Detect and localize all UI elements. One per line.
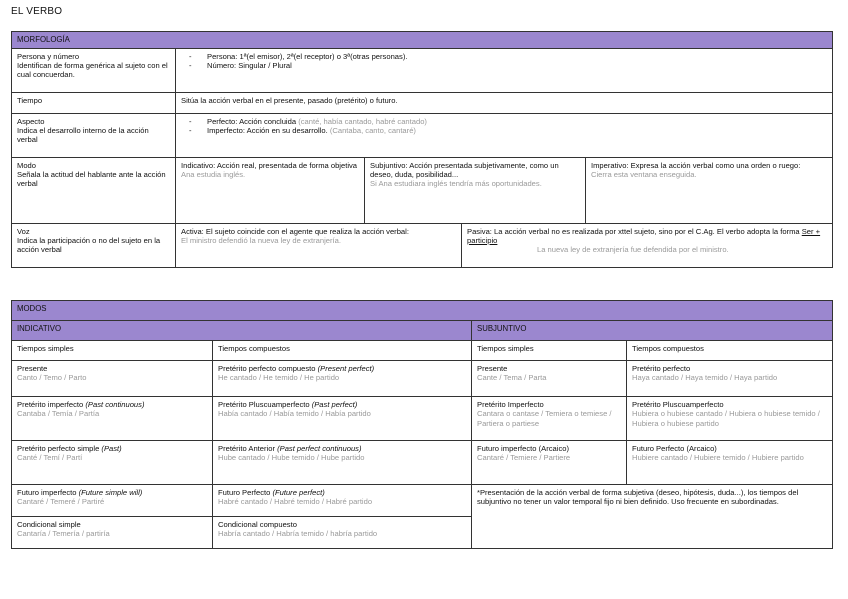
col-header: Tiempos compuestos [213, 341, 472, 361]
english-equivalent: (Past perfect continuous) [277, 444, 362, 453]
tense-name: Pretérito Pluscuamperfecto [632, 400, 724, 409]
example-text: Cantaría / Temería / partiría [17, 529, 110, 539]
row-label-title: Persona y número [17, 51, 80, 61]
english-equivalent: (Present perfect) [317, 364, 375, 373]
example-text: Ana estudia inglés. [181, 169, 246, 179]
tense-name: Pretérito perfecto simple [17, 444, 102, 453]
tense-cell [627, 397, 833, 441]
tense-name: Futuro imperfecto (Arcaico) [477, 444, 569, 453]
tense-name: Futuro imperfecto [17, 488, 79, 497]
example-text: (Cantaba, canto, cantaré) [327, 125, 416, 135]
example-text: Haya cantado / Haya temido / Haya partido [632, 373, 778, 383]
tiempo-label [12, 92, 176, 113]
tense-cell [627, 361, 833, 397]
tense-name: Condicional compuesto [218, 520, 297, 529]
tense-cell [12, 517, 213, 549]
tense-cell [627, 441, 833, 485]
tense-name: Futuro Perfecto (Arcaico) [632, 444, 717, 453]
example-text: Hubiera o hubiese cantado / Hubiera o hubiese temido / Hubiera o hubiese partido [632, 409, 820, 428]
english-equivalent: (Future perfect) [272, 488, 325, 497]
modo-subjuntivo [365, 157, 586, 223]
tense-cell [213, 361, 472, 397]
aspecto-label [12, 113, 176, 157]
row-label-title: Modo [17, 160, 36, 170]
example-text: Canté / Temí / Partí [17, 453, 83, 463]
english-equivalent: (Past) [101, 444, 122, 453]
example-text: La nueva ley de extranjería fue defendida por el ministro. [537, 245, 729, 254]
tense-cell [12, 397, 213, 441]
page-title: EL VERBO [11, 6, 63, 17]
modos-table [11, 300, 833, 549]
persona-numero-label [12, 48, 176, 92]
example-text: Habría cantado / Habría temido / habría partido [218, 529, 378, 539]
example-text: Cierra esta ventana enseguida. [591, 169, 697, 179]
tense-name: Pretérito Anterior [218, 444, 278, 453]
tense-name: Presente [477, 364, 508, 373]
table-row [12, 397, 833, 441]
tense-cell [213, 517, 472, 549]
list-item [207, 126, 827, 135]
tense-cell [472, 361, 627, 397]
row-label-description: Identifican de forma genérica al sujeto con el cual concuerdan. [17, 60, 168, 79]
example-text: Si Ana estudiara inglés tendría más oportunidades. [370, 179, 542, 188]
voz-pasiva-text: Pasiva: La acción verbal no es realizada por xttel sujeto, sino por el C.Ag. El verbo adopta la forma [467, 226, 802, 236]
tense-name: Pretérito Pluscuamperfecto [218, 400, 312, 409]
row-label-title: Voz [17, 226, 30, 236]
col-header: Tiempos simples [472, 341, 627, 361]
english-equivalent: (Future simple will) [78, 488, 143, 497]
tense-cell [12, 361, 213, 397]
english-equivalent: (Past perfect) [311, 400, 358, 409]
table-row [12, 485, 833, 517]
example-text: He cantado / He temido / He partido [218, 373, 340, 383]
morfologia-header: MORFOLOGÍA [12, 32, 833, 49]
voz-pasiva-form: Ser + participio [467, 226, 821, 245]
persona-numero-content [176, 48, 833, 92]
example-text: (canté, había cantado, habré cantado) [296, 116, 427, 126]
aspecto-perfecto: Perfecto: Acción concluida [207, 116, 297, 126]
tense-name: Pretérito perfecto compuesto [218, 364, 318, 373]
example-text: Habré cantado / Habré temido / Habré partido [218, 497, 373, 507]
morfologia-table [11, 31, 833, 268]
example-text: Cante / Tema / Parta [477, 373, 547, 383]
tense-cell [213, 485, 472, 517]
modo-indicativo-text: Indicativo: Acción real, presentada de forma objetiva [181, 160, 358, 170]
example-text: Cantaré / Temiere / Partiere [477, 453, 571, 463]
aspecto-content [176, 113, 833, 157]
list-item [207, 117, 827, 126]
modo-subjuntivo-text: Subjuntivo: Acción presentada subjetivamente, como un deseo, duda, posibilidad... [370, 160, 559, 179]
subjuntivo-header: SUBJUNTIVO [472, 321, 833, 341]
voz-activa-text: Activa: El sujeto coincide con el agente que realiza la acción verbal: [181, 226, 409, 236]
modo-imperativo [586, 157, 833, 223]
row-label [17, 52, 170, 80]
table-row [12, 441, 833, 485]
tense-name: Condicional simple [17, 520, 81, 529]
example-text: El ministro defendió la nueva ley de extranjería. [181, 235, 341, 245]
aspecto-imperfecto: Imperfecto: Acción en su desarrollo. [207, 125, 328, 135]
voz-activa [176, 223, 462, 267]
modo-indicativo [176, 157, 365, 223]
tense-name: Pretérito Imperfecto [477, 400, 544, 409]
tense-cell [472, 397, 627, 441]
subjuntivo-note: *Presentación de la acción verbal de forma subjetiva (deseo, hipótesis, duda...), los tiempos del subjuntivo no tener un valor temporal fijo ni bien definido. Uso frecuente en subordinadas. [472, 485, 833, 549]
row-label-description: Indica el desarrollo interno de la acción verbal [17, 125, 149, 144]
tense-cell [12, 441, 213, 485]
example-text: Canto / Temo / Parto [17, 373, 87, 383]
row-label-title: Tiempo [17, 95, 43, 105]
col-header: Tiempos simples [12, 341, 213, 361]
voz-pasiva [462, 223, 833, 267]
row-label-description: Señala la actitud del hablante ante la acción verbal [17, 169, 166, 188]
tiempo-content: Sitúa la acción verbal en el presente, pasado (pretérito) o futuro. [176, 92, 833, 113]
row-label-description: Indica la participación o no del sujeto en la acción verbal [17, 235, 161, 254]
voz-label [12, 223, 176, 267]
example-text: Hube cantado / Hube temido / Hube partido [218, 453, 365, 463]
row-label-title: Aspecto [17, 116, 45, 126]
example-text: Había cantado / Había temido / Había partido [218, 409, 371, 419]
example-text: Cantaba / Temía / Partía [17, 409, 100, 419]
tense-name: Pretérito perfecto [632, 364, 691, 373]
tense-name: Pretérito imperfecto [17, 400, 86, 409]
modos-header: MODOS [12, 301, 833, 321]
english-equivalent: (Past continuous) [85, 400, 145, 409]
col-header: Tiempos compuestos [627, 341, 833, 361]
tense-cell [213, 441, 472, 485]
tense-name: Presente [17, 364, 48, 373]
example-text: Cantaré / Temeré / Partiré [17, 497, 105, 507]
indicativo-header: INDICATIVO [12, 321, 472, 341]
example-text: Cantara o cantase / Temiera o temiese / Partiera o partiese [477, 409, 612, 428]
tense-cell [472, 441, 627, 485]
modo-label [12, 157, 176, 223]
tense-cell [12, 485, 213, 517]
list-item: - Número: Singular / Plural [207, 61, 827, 70]
tense-name: Futuro Perfecto [218, 488, 273, 497]
tense-cell [213, 397, 472, 441]
example-text: Hubiere cantado / Hubiere temido / Hubiere partido [632, 453, 804, 463]
modo-imperativo-text: Imperativo: Expresa la acción verbal como una orden o ruego: [591, 160, 801, 170]
list-item: - Persona: 1ª(el emisor), 2ª(el receptor) o 3ª(otras personas). [207, 52, 827, 61]
table-row [12, 361, 833, 397]
